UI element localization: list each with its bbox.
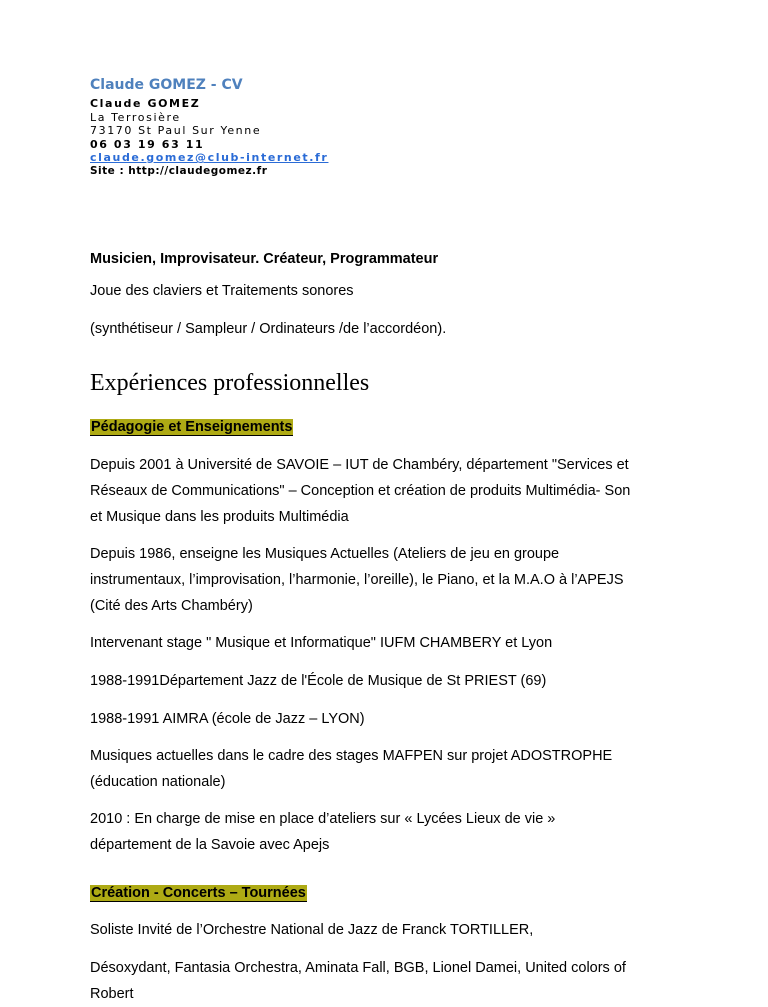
contact-block — [90, 97, 328, 178]
teaching-heading: Pédagogie et Enseignements — [91, 419, 293, 435]
creation-line: Robert — [90, 986, 134, 1002]
intro-line-1: Joue des claviers et Traitements sonores — [90, 283, 354, 299]
teaching-line: (Cité des Arts Chambéry) — [90, 598, 253, 614]
creation-line: Soliste Invité de l’Orchestre National de Jazz de Franck TORTILLER, — [90, 922, 534, 938]
teaching-line: Musiques actuelles dans le cadre des stages MAFPEN sur projet ADOSTROPHE — [90, 748, 613, 764]
teaching-line: et Musique dans les produits Multimédia — [90, 509, 349, 525]
contact-address-line-1: La Terrosière — [90, 110, 181, 124]
teaching-line: 2010 : En charge de mise en place d’ateliers sur « Lycées Lieux de vie » — [90, 811, 556, 827]
creation-heading-row — [90, 880, 307, 906]
intro-line-2: (synthétiseur / Sampleur / Ordinateurs /de l’accordéon). — [90, 321, 447, 337]
teaching-heading-row — [90, 414, 293, 440]
contact-address-line-2: 73170 St Paul Sur Yenne — [90, 124, 262, 137]
contact-phone: 06 03 19 63 11 — [90, 137, 205, 151]
teaching-line: 1988-1991Département Jazz de l'École de Musique de St PRIEST (69) — [90, 673, 547, 689]
contact-name: Claude GOMEZ — [90, 97, 201, 110]
teaching-line: Depuis 1986, enseigne les Musiques Actuelles (Ateliers de jeu en groupe — [90, 546, 560, 562]
role-heading: Musicien, Improvisateur. Créateur, Programmateur — [90, 251, 439, 267]
document-title: Claude GOMEZ - CV — [90, 77, 243, 93]
teaching-line: Depuis 2001 à Université de SAVOIE – IUT de Chambéry, département "Services et — [90, 457, 629, 473]
teaching-line: Intervenant stage " Musique et Informatique" IUFM CHAMBERY et Lyon — [90, 635, 553, 651]
teaching-line: 1988-1991 AIMRA (école de Jazz – LYON) — [90, 711, 365, 727]
contact-email-link[interactable]: claude.gomez@club-internet.fr — [90, 151, 329, 164]
teaching-line: instrumentaux, l’improvisation, l’harmonie, l’oreille), le Piano, et la M.A.O à l’APEJS — [90, 572, 624, 588]
teaching-line: Réseaux de Communications" – Conception et création de produits Multimédia- Son — [90, 483, 631, 499]
teaching-line: département de la Savoie avec Apejs — [90, 837, 330, 853]
experiences-heading: Expériences professionnelles — [90, 370, 370, 396]
teaching-line: (éducation nationale) — [90, 774, 226, 790]
contact-site: Site : http://claudegomez.fr — [90, 164, 268, 177]
creation-heading: Création - Concerts – Tournées — [91, 885, 306, 901]
creation-line: Désoxydant, Fantasia Orchestra, Aminata Fall, BGB, Lionel Damei, United colors of — [90, 960, 626, 976]
